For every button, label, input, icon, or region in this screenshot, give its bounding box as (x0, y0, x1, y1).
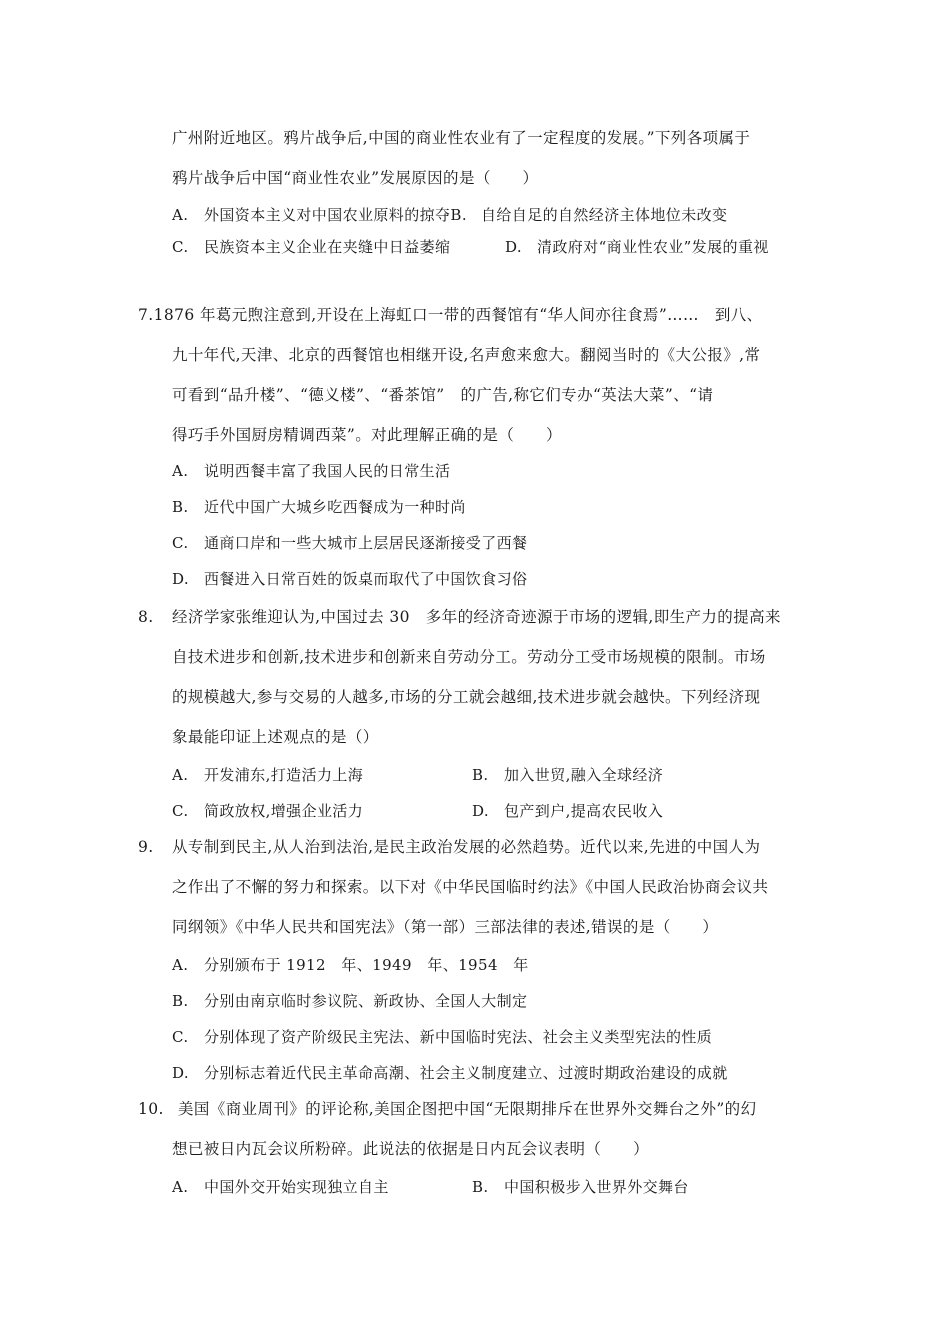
option-text: 分别颁布于 1912 年、1949 年、1954 年 (204, 956, 529, 974)
option-label: B. (472, 1178, 489, 1196)
option-label: B. (472, 766, 489, 784)
q8-stem-line-4: 象最能印证上述观点的是（） (172, 728, 379, 746)
q6-stem-line-2: 鸦片战争后中国“商业性农业”发展原因的是（ ） (172, 169, 539, 187)
q8-stem-line-2: 自技术进步和创新,技术进步和创新来自劳动分工。劳动分工受市场规模的限制。市场 (172, 648, 766, 666)
option-label: A. (172, 206, 189, 224)
q8-option-d (472, 801, 663, 821)
option-label: C. (172, 534, 189, 552)
q6-stem-line-1: 广州附近地区。鸦片战争后,中国的商业性农业有了一定程度的发展。”下列各项属于 (172, 129, 751, 147)
q8-option-c (172, 801, 363, 821)
q9-option-a (172, 955, 529, 975)
option-text: 中国外交开始实现独立自主 (204, 1178, 389, 1196)
option-text: 分别由南京临时参议院、新政协、全国人大制定 (204, 992, 528, 1010)
option-label: A. (172, 956, 189, 974)
q10-stem-line-1 (138, 1099, 756, 1119)
option-label: C. (172, 1028, 189, 1046)
option-label: D. (172, 1064, 190, 1082)
option-text: 说明西餐丰富了我国人民的日常生活 (204, 462, 451, 480)
option-label: B. (172, 498, 189, 516)
option-text: 近代中国广大城乡吃西餐成为一种时尚 (204, 498, 466, 516)
option-text: 自给自足的自然经济主体地位未改变 (481, 206, 728, 224)
q8-stem-line-1 (138, 607, 781, 627)
q10-option-a (172, 1177, 389, 1197)
q7-option-c (172, 533, 527, 553)
q7-stem-line-4: 得巧手外国厨房精调西菜”。对此理解正确的是（ ） (172, 426, 562, 444)
option-label: A. (172, 1178, 189, 1196)
q9-stem-line-2: 之作出了不懈的努力和探索。以下对《中华民国临时约法》《中国人民政治协商会议共 (172, 878, 769, 896)
option-text: 外国资本主义对中国农业原料的掠夺 (204, 206, 451, 224)
option-text: 民族资本主义企业在夹缝中日益萎缩 (204, 238, 451, 256)
option-text: 西餐进入日常百姓的饭桌而取代了中国饮食习俗 (204, 570, 528, 588)
option-text: 包产到户,提高农民收入 (504, 802, 664, 820)
q9-stem-line-3: 同纲领》《中华人民共和国宪法》（第一部）三部法律的表述,错误的是（ ） (172, 918, 719, 936)
option-label: D. (472, 802, 490, 820)
question-number: 10. (138, 1100, 164, 1118)
q8-stem-line-3: 的规模越大,参与交易的人越多,市场的分工就会越细,技术进步就会越快。下列经济现 (172, 688, 761, 706)
q9-option-c (172, 1027, 712, 1047)
q10-stem-text: 美国《商业周刊》的评论称,美国企图把中国“无限期排斥在世界外交舞台之外”的幻 (178, 1100, 757, 1118)
q9-stem-line-1 (138, 837, 760, 857)
question-number: 9. (138, 838, 154, 856)
option-text: 开发浦东,打造活力上海 (204, 766, 364, 784)
question-number: 8. (138, 608, 154, 626)
option-label: A. (172, 462, 189, 480)
option-text: 简政放权,增强企业活力 (204, 802, 364, 820)
option-text: 加入世贸,融入全球经济 (504, 766, 664, 784)
q7-option-a (172, 461, 450, 481)
q7-option-d (172, 569, 527, 589)
q7-option-b (172, 497, 466, 517)
q7-stem-line-1 (138, 305, 763, 325)
option-text: 清政府对“商业性农业”发展的重视 (537, 238, 769, 256)
q6-option-d (505, 237, 769, 257)
option-label: A. (172, 766, 189, 784)
q8-option-a (172, 765, 363, 785)
q10-stem-line-2: 想已被日内瓦会议所粉碎。此说法的依据是日内瓦会议表明（ ） (172, 1140, 650, 1158)
option-text: 分别体现了资产阶级民主宪法、新中国临时宪法、社会主义类型宪法的性质 (204, 1028, 713, 1046)
q8-stem-text: 经济学家张维迎认为,中国过去 30 多年的经济奇迹源于市场的逻辑,即生产力的提高来 (172, 608, 781, 626)
q6-option-c (172, 237, 450, 257)
q6-option-a (172, 205, 727, 225)
q9-option-b (172, 991, 527, 1011)
q8-option-b (472, 765, 663, 785)
option-text: 中国积极步入世界外交舞台 (504, 1178, 689, 1196)
option-label: D. (505, 238, 523, 256)
q9-option-d (172, 1063, 728, 1083)
q7-stem-line-3: 可看到“品升楼”、“德义楼”、“番茶馆” 的广告,称它们专办“英法大菜”、“请 (172, 386, 714, 404)
q9-stem-text: 从专制到民主,从人治到法治,是民主政治发展的必然趋势。近代以来,先进的中国人为 (172, 838, 761, 856)
option-text: 通商口岸和一些大城市上层居民逐渐接受了西餐 (204, 534, 528, 552)
option-label: D. (172, 570, 190, 588)
q7-stem-line-2: 九十年代,天津、北京的西餐馆也相继开设,名声愈来愈大。翻阅当时的《大公报》,常 (172, 346, 761, 364)
option-label: C. (172, 238, 189, 256)
option-text: 分别标志着近代民主革命高潮、社会主义制度建立、过渡时期政治建设的成就 (204, 1064, 728, 1082)
option-label: C. (172, 802, 189, 820)
option-label: B. (172, 992, 189, 1010)
option-label: B. (450, 206, 467, 224)
question-number: 7. (138, 306, 154, 324)
q10-option-b (472, 1177, 689, 1197)
q7-stem-text: 1876 年葛元煦注意到,开设在上海虹口一带的西餐馆有“华人间亦往食焉”…… 到八、 (153, 306, 763, 324)
